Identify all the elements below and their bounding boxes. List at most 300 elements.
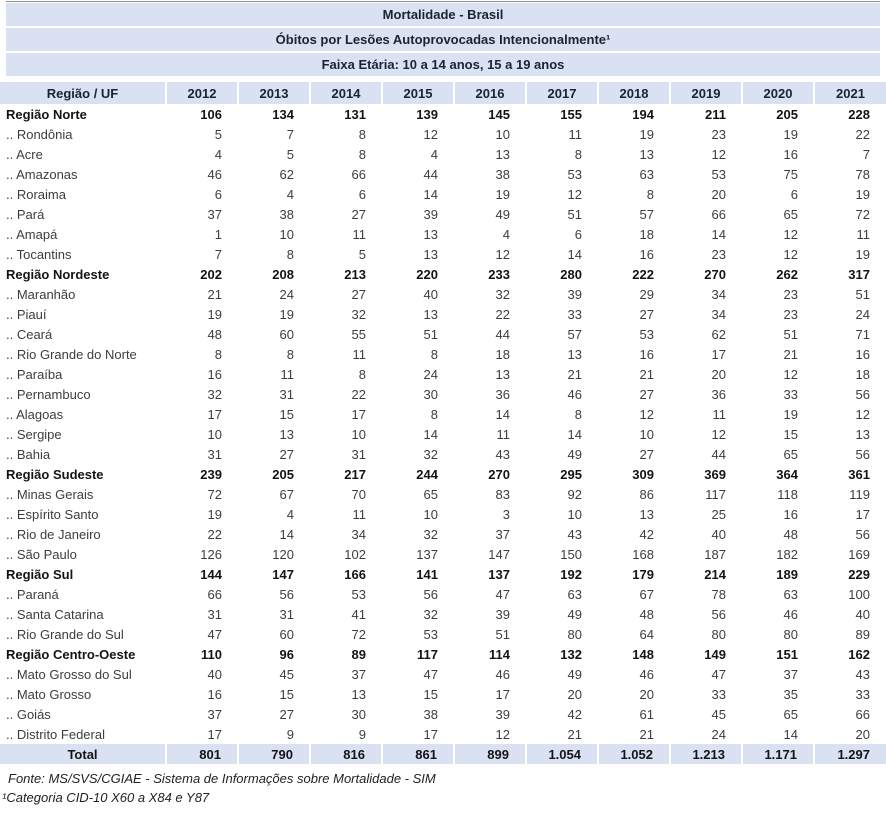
value-cell: 63	[639, 166, 654, 182]
value-cell: 147	[488, 546, 510, 562]
region-row	[0, 264, 886, 284]
value-cell: 61	[639, 706, 654, 722]
value-cell: 46	[783, 606, 798, 622]
value-cell: 790	[238, 744, 310, 764]
value-cell: 37	[207, 206, 222, 222]
value-cell: 816	[310, 744, 382, 764]
value-cell: 262	[776, 266, 798, 282]
value-cell: 53	[351, 586, 366, 602]
value-cell: 162	[848, 646, 870, 662]
value-cell: 53	[567, 166, 582, 182]
value-cell: 19	[207, 306, 222, 322]
value-cell: 32	[351, 306, 366, 322]
region-row	[0, 104, 886, 124]
value-cell: 7	[286, 126, 294, 142]
value-cell: 17	[207, 406, 222, 422]
row-label: .. Minas Gerais	[6, 486, 94, 502]
value-cell: 10	[567, 506, 582, 522]
value-cell: 16	[639, 246, 654, 262]
value-cell: 32	[495, 286, 510, 302]
state-row	[0, 584, 886, 604]
value-cell: 23	[783, 306, 798, 322]
state-row	[0, 504, 886, 524]
value-cell: 117	[705, 486, 726, 502]
value-cell: 369	[704, 466, 726, 482]
value-cell: 6	[574, 226, 582, 242]
value-cell: 145	[488, 106, 510, 122]
cid-footnote: ¹Categoria CID-10 X60 a X84 e Y87	[2, 790, 210, 805]
value-cell: 47	[207, 626, 222, 642]
value-cell: 62	[279, 166, 294, 182]
value-cell: 89	[351, 646, 366, 662]
value-cell: 126	[200, 546, 222, 562]
value-cell: 27	[639, 386, 654, 402]
value-cell: 8	[430, 346, 438, 362]
row-label: .. Sergipe	[6, 426, 62, 442]
title-block	[6, 1, 880, 76]
value-cell: 151	[776, 646, 798, 662]
value-cell: 40	[207, 666, 222, 682]
value-cell: 1	[214, 226, 222, 242]
value-cell: 110	[201, 646, 222, 662]
value-cell: 13	[855, 426, 870, 442]
value-cell: 80	[783, 626, 798, 642]
row-label: .. Paraná	[6, 586, 59, 602]
value-cell: 33	[711, 686, 726, 702]
value-cell: 14	[279, 526, 294, 542]
value-cell: 4	[430, 146, 438, 162]
value-cell: 23	[783, 286, 798, 302]
state-row	[0, 664, 886, 684]
value-cell: 9	[286, 726, 294, 742]
row-label: Região Centro-Oeste	[6, 646, 136, 662]
value-cell: 46	[207, 166, 222, 182]
value-cell: 24	[423, 366, 438, 382]
value-cell: 14	[423, 186, 438, 202]
row-label: .. Espírito Santo	[6, 506, 99, 522]
value-cell: 1.052	[598, 744, 670, 764]
value-cell: 21	[567, 366, 582, 382]
value-cell: 34	[711, 286, 726, 302]
value-cell: 63	[783, 586, 798, 602]
column-header-year: 2017	[526, 82, 598, 104]
value-cell: 182	[776, 546, 798, 562]
value-cell: 168	[632, 546, 654, 562]
column-header-year: 2015	[382, 82, 454, 104]
value-cell: 3	[502, 506, 510, 522]
value-cell: 15	[279, 406, 294, 422]
table-header-row	[0, 82, 886, 104]
value-cell: 12	[495, 246, 510, 262]
value-cell: 1.297	[814, 744, 886, 764]
value-cell: 211	[705, 106, 726, 122]
value-cell: 364	[776, 466, 798, 482]
value-cell: 30	[351, 706, 366, 722]
row-label: .. Roraima	[6, 186, 66, 202]
value-cell: 317	[848, 266, 870, 282]
value-cell: 43	[495, 446, 510, 462]
value-cell: 14	[567, 246, 582, 262]
value-cell: 11	[352, 506, 366, 522]
value-cell: 36	[711, 386, 726, 402]
value-cell: 13	[423, 246, 438, 262]
value-cell: 80	[711, 626, 726, 642]
mortality-table	[0, 82, 886, 764]
value-cell: 16	[639, 346, 654, 362]
state-row	[0, 624, 886, 644]
value-cell: 37	[783, 666, 798, 682]
value-cell: 12	[783, 246, 798, 262]
value-cell: 187	[704, 546, 726, 562]
row-label: .. Bahia	[6, 446, 51, 462]
value-cell: 40	[855, 606, 870, 622]
report-age-range: Faixa Etária: 10 a 14 anos, 15 a 19 anos	[6, 53, 880, 76]
value-cell: 27	[639, 446, 654, 462]
value-cell: 56	[423, 586, 438, 602]
value-cell: 10	[639, 426, 654, 442]
value-cell: 31	[279, 606, 294, 622]
report-subtitle: Óbitos por Lesões Autoprovocadas Intencionalmente¹	[6, 28, 880, 51]
value-cell: 60	[279, 326, 294, 342]
value-cell: 35	[783, 686, 798, 702]
value-cell: 49	[567, 606, 582, 622]
value-cell: 208	[272, 266, 294, 282]
row-label: Total	[0, 744, 166, 764]
value-cell: 861	[382, 744, 454, 764]
state-row	[0, 684, 886, 704]
value-cell: 131	[344, 106, 366, 122]
row-label: .. Paraíba	[6, 366, 63, 382]
value-cell: 17	[855, 506, 870, 522]
value-cell: 6	[790, 186, 798, 202]
value-cell: 38	[423, 706, 438, 722]
value-cell: 12	[855, 406, 870, 422]
state-row	[0, 344, 886, 364]
value-cell: 46	[639, 666, 654, 682]
value-cell: 179	[632, 566, 654, 582]
column-header-year: 2012	[166, 82, 238, 104]
state-row	[0, 544, 886, 564]
value-cell: 220	[416, 266, 438, 282]
value-cell: 19	[279, 306, 294, 322]
value-cell: 33	[567, 306, 582, 322]
value-cell: 67	[279, 486, 294, 502]
value-cell: 14	[423, 426, 438, 442]
row-label: .. Rio Grande do Norte	[6, 346, 137, 362]
value-cell: 16	[855, 346, 870, 362]
value-cell: 13	[495, 366, 510, 382]
value-cell: 7	[214, 246, 222, 262]
value-cell: 37	[495, 526, 510, 542]
value-cell: 5	[286, 146, 294, 162]
value-cell: 51	[855, 286, 870, 302]
value-cell: 10	[207, 426, 222, 442]
value-cell: 295	[560, 466, 582, 482]
state-row	[0, 444, 886, 464]
row-label: .. Santa Catarina	[6, 606, 104, 622]
value-cell: 57	[639, 206, 654, 222]
value-cell: 80	[567, 626, 582, 642]
state-row	[0, 124, 886, 144]
value-cell: 65	[783, 206, 798, 222]
value-cell: 14	[783, 726, 798, 742]
value-cell: 27	[351, 206, 366, 222]
value-cell: 48	[783, 526, 798, 542]
value-cell: 202	[200, 266, 222, 282]
value-cell: 37	[351, 666, 366, 682]
state-row	[0, 144, 886, 164]
value-cell: 5	[358, 246, 366, 262]
value-cell: 31	[207, 446, 222, 462]
row-label: Região Sul	[6, 566, 74, 582]
value-cell: 239	[200, 466, 222, 482]
value-cell: 92	[567, 486, 582, 502]
value-cell: 13	[279, 426, 294, 442]
value-cell: 27	[279, 706, 294, 722]
region-row	[0, 464, 886, 484]
value-cell: 41	[351, 606, 366, 622]
value-cell: 7	[862, 146, 870, 162]
value-cell: 45	[711, 706, 726, 722]
value-cell: 1.213	[670, 744, 742, 764]
row-label: Região Nordeste	[6, 266, 110, 282]
value-cell: 270	[704, 266, 726, 282]
value-cell: 147	[272, 566, 294, 582]
column-header-year: 2013	[238, 82, 310, 104]
footnotes	[0, 769, 886, 807]
value-cell: 24	[855, 306, 870, 322]
value-cell: 19	[783, 126, 798, 142]
value-cell: 42	[567, 706, 582, 722]
value-cell: 155	[560, 106, 582, 122]
row-label: .. Mato Grosso	[6, 686, 92, 702]
row-label: .. Goiás	[6, 706, 51, 722]
value-cell: 8	[286, 346, 294, 362]
row-label: .. Rio de Janeiro	[6, 526, 101, 542]
value-cell: 19	[207, 506, 222, 522]
state-row	[0, 364, 886, 384]
value-cell: 11	[496, 426, 510, 442]
value-cell: 20	[711, 186, 726, 202]
value-cell: 78	[711, 586, 726, 602]
value-cell: 43	[567, 526, 582, 542]
value-cell: 15	[423, 686, 438, 702]
value-cell: 166	[344, 566, 366, 582]
value-cell: 20	[567, 686, 582, 702]
value-cell: 114	[489, 646, 510, 662]
value-cell: 309	[632, 466, 654, 482]
state-row	[0, 224, 886, 244]
value-cell: 244	[416, 466, 438, 482]
value-cell: 53	[711, 166, 726, 182]
value-cell: 8	[646, 186, 654, 202]
row-label: .. Tocantins	[6, 246, 72, 262]
row-label: .. Rio Grande do Sul	[6, 626, 124, 642]
value-cell: 32	[423, 526, 438, 542]
value-cell: 8	[358, 126, 366, 142]
value-cell: 8	[286, 246, 294, 262]
value-cell: 12	[783, 366, 798, 382]
value-cell: 31	[351, 446, 366, 462]
column-header-year: 2014	[310, 82, 382, 104]
value-cell: 20	[855, 726, 870, 742]
value-cell: 39	[495, 606, 510, 622]
value-cell: 89	[855, 626, 870, 642]
value-cell: 86	[639, 486, 654, 502]
value-cell: 72	[207, 486, 222, 502]
value-cell: 83	[495, 486, 510, 502]
value-cell: 150	[560, 546, 582, 562]
value-cell: 139	[416, 106, 438, 122]
value-cell: 18	[855, 366, 870, 382]
value-cell: 233	[488, 266, 510, 282]
value-cell: 36	[495, 386, 510, 402]
state-row	[0, 704, 886, 724]
value-cell: 11	[856, 226, 870, 242]
value-cell: 65	[423, 486, 438, 502]
value-cell: 137	[488, 566, 510, 582]
value-cell: 17	[423, 726, 438, 742]
row-label: .. Rondônia	[6, 126, 73, 142]
value-cell: 72	[351, 626, 366, 642]
value-cell: 18	[639, 226, 654, 242]
value-cell: 22	[351, 386, 366, 402]
value-cell: 217	[344, 466, 366, 482]
value-cell: 132	[560, 646, 582, 662]
value-cell: 43	[855, 666, 870, 682]
region-row	[0, 564, 886, 584]
value-cell: 19	[855, 186, 870, 202]
value-cell: 205	[272, 466, 294, 482]
value-cell: 49	[495, 206, 510, 222]
state-row	[0, 724, 886, 744]
row-label: Região Norte	[6, 106, 87, 122]
state-row	[0, 204, 886, 224]
value-cell: 78	[855, 166, 870, 182]
column-header-year: 2021	[814, 82, 886, 104]
value-cell: 14	[567, 426, 582, 442]
value-cell: 70	[351, 486, 366, 502]
value-cell: 27	[639, 306, 654, 322]
value-cell: 57	[567, 326, 582, 342]
value-cell: 8	[574, 146, 582, 162]
value-cell: 66	[207, 586, 222, 602]
value-cell: 17	[495, 686, 510, 702]
value-cell: 29	[639, 286, 654, 302]
value-cell: 222	[632, 266, 654, 282]
value-cell: 27	[279, 446, 294, 462]
value-cell: 13	[495, 146, 510, 162]
value-cell: 12	[423, 126, 438, 142]
value-cell: 31	[279, 386, 294, 402]
value-cell: 53	[423, 626, 438, 642]
value-cell: 11	[568, 126, 582, 142]
value-cell: 801	[166, 744, 238, 764]
value-cell: 15	[783, 426, 798, 442]
value-cell: 44	[423, 166, 438, 182]
value-cell: 51	[567, 206, 582, 222]
state-row	[0, 404, 886, 424]
value-cell: 33	[783, 386, 798, 402]
source-note: Fonte: MS/SVS/CGIAE - Sistema de Informações sobre Mortalidade - SIM	[8, 771, 436, 786]
value-cell: 51	[423, 326, 438, 342]
value-cell: 56	[711, 606, 726, 622]
row-label: .. Mato Grosso do Sul	[6, 666, 132, 682]
value-cell: 11	[280, 366, 294, 382]
value-cell: 16	[207, 366, 222, 382]
value-cell: 33	[855, 686, 870, 702]
value-cell: 15	[279, 686, 294, 702]
value-cell: 31	[207, 606, 222, 622]
value-cell: 37	[207, 706, 222, 722]
value-cell: 4	[214, 146, 222, 162]
value-cell: 34	[711, 306, 726, 322]
value-cell: 20	[639, 686, 654, 702]
value-cell: 47	[495, 586, 510, 602]
value-cell: 12	[711, 146, 726, 162]
value-cell: 22	[855, 126, 870, 142]
value-cell: 56	[279, 586, 294, 602]
value-cell: 53	[639, 326, 654, 342]
value-cell: 899	[454, 744, 526, 764]
row-label: .. Piauí	[6, 306, 47, 322]
report-title: Mortalidade - Brasil	[6, 3, 880, 26]
value-cell: 10	[351, 426, 366, 442]
value-cell: 75	[783, 166, 798, 182]
value-cell: 55	[351, 326, 366, 342]
value-cell: 137	[416, 546, 438, 562]
value-cell: 11	[712, 406, 726, 422]
value-cell: 66	[855, 706, 870, 722]
value-cell: 102	[344, 546, 366, 562]
value-cell: 8	[214, 346, 222, 362]
value-cell: 9	[358, 726, 366, 742]
state-row	[0, 424, 886, 444]
value-cell: 60	[279, 626, 294, 642]
value-cell: 10	[495, 126, 510, 142]
value-cell: 214	[704, 566, 726, 582]
value-cell: 8	[430, 406, 438, 422]
value-cell: 48	[639, 606, 654, 622]
value-cell: 134	[272, 106, 294, 122]
value-cell: 100	[848, 586, 870, 602]
value-cell: 6	[358, 186, 366, 202]
value-cell: 4	[286, 186, 294, 202]
value-cell: 19	[783, 406, 798, 422]
value-cell: 48	[207, 326, 222, 342]
value-cell: 8	[358, 366, 366, 382]
value-cell: 51	[783, 326, 798, 342]
value-cell: 71	[855, 326, 870, 342]
value-cell: 40	[711, 526, 726, 542]
value-cell: 144	[200, 566, 222, 582]
value-cell: 10	[279, 226, 294, 242]
value-cell: 192	[560, 566, 582, 582]
value-cell: 49	[567, 446, 582, 462]
region-row	[0, 644, 886, 664]
value-cell: 32	[423, 606, 438, 622]
state-row	[0, 164, 886, 184]
value-cell: 13	[423, 226, 438, 242]
value-cell: 12	[711, 426, 726, 442]
value-cell: 39	[495, 706, 510, 722]
value-cell: 25	[711, 506, 726, 522]
column-header-year: 2016	[454, 82, 526, 104]
value-cell: 13	[567, 346, 582, 362]
value-cell: 65	[783, 706, 798, 722]
total-row	[0, 744, 886, 764]
row-label: .. Acre	[6, 146, 43, 162]
